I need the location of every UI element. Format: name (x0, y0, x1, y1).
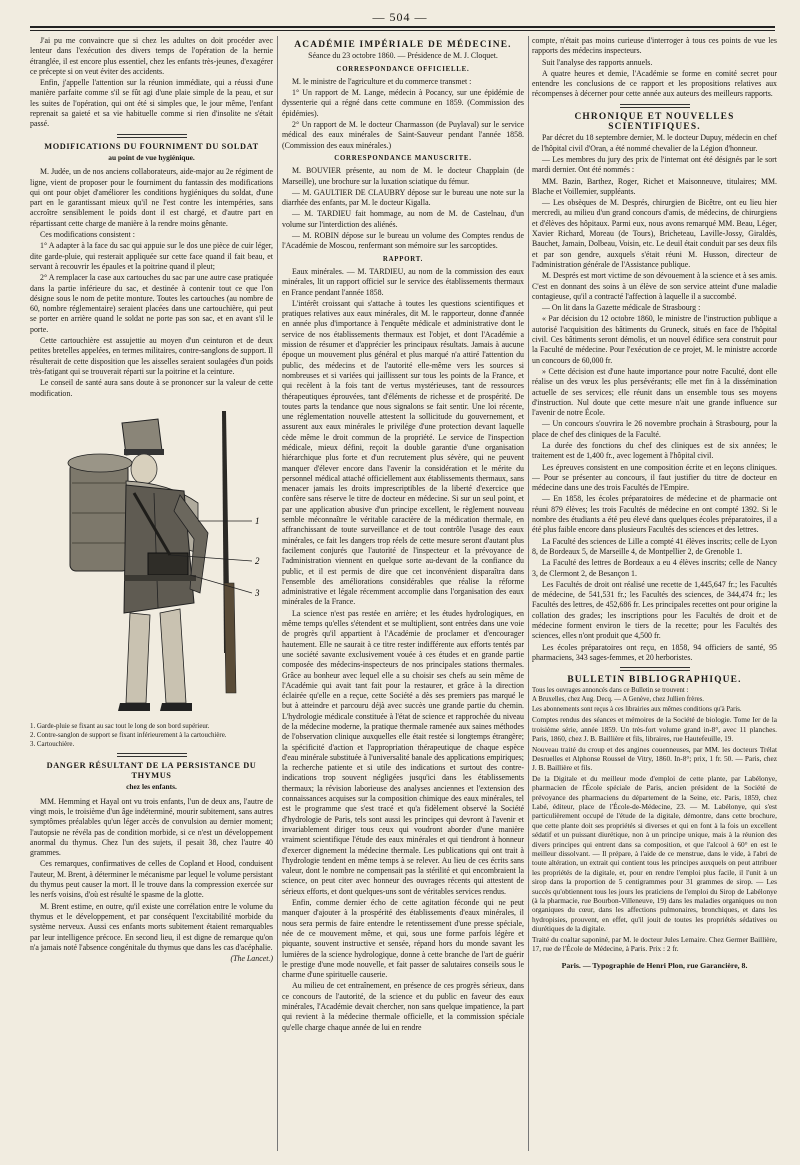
printer-footer: Paris. — Typographie de Henri Plon, rue Garancière, 8. (561, 961, 748, 971)
separator (117, 134, 187, 138)
column-middle (282, 36, 524, 1156)
paragraph: 2° Un rapport de M. le docteur Charmasson (de Puylaval) sur le service médical des eaux minérales de Saint-Sauveur pendant l'année 1858. (Commission des eaux minérales.) (282, 120, 524, 150)
biblio-intro: A Bruxelles, chez Aug. Decq. — A Genève, chez Jullien frères. (532, 696, 704, 704)
paragraph: 1° A adapter à la face du sac qui appuie sur le dos une pièce de cuir léger, dite garde-pluie, qui resterait appliquée sur cette face quand il fait beau, et servant à recouvrir les épaules et la poitrine quand il pleut; (30, 241, 273, 271)
biblio-entry: De la Digitale et du meilleur mode d'emploi de cette plante, par Labélonye, pharmacien de l'École spéciale de Paris, ancien président de la Société de prévoyance des pharmaciens du département de la Seine, etc. Paris, 1859, chez Labé, éditeur, place de l'École-de-Médecine, 23. — M. Labélonye, qui s'est particulièrement occupé de l'étude de la digitale, démontre, dans cette brochure, que cette plante doit ses propriétés si diverses et qui en font à la fois un excellent sédatif et un puissant diurétique, non à un principe unique, mais à la réunion des divers principes qui entrent dans sa composition, et que l'alcool à 60° en est le meilleur dissolvant. — Il prépare, à l'aide de ce menstrue, dans le vide, à l'abri de toute altération, un extrait qui contient tous les principes auxquels on peut attribuer les propriétés de la digitale, et, pour en rendre l'emploi plus facile, il l'unit à un sirop dans la proportion de 5 centigrammes pour 31 grammes de sirop. — Les succès qu'obtiennent tous les jours les praticiens de l'emploi du Sirop de Labélonye (à la pharmacie, rue Bourbon-Villeneuve, 19) dans les maladies organiques ou non organiques du cœur, dans les affections pulmonaires, bronchiques, et dans les hydropisies, prouvent, en effet, qu'il jouit de toutes les propriétés sédatives ou diurétiques de la digitale. (532, 773, 777, 934)
paragraph: » Cette décision est d'une haute importance pour notre Faculté, dont elle réalise un des vœux les plus persévérants; elle met fin à la dissémination actuelle de ses services; elle réunit dans un ensemble tous ses moyens d'instruction. Nul doute que cette mesure n'ait une grande influence sur l'avenir de notre École. (532, 366, 777, 418)
biblio-entry: Nouveau traité du croup et des angines couenneuses, par MM. les docteurs Trélat Desruelles et Alphonse Roussel de Vitry, 1860. In-8°; prix, 1 fr. 50. — Paris, chez J. B. Baillière et fils. (532, 744, 777, 773)
paragraph: — M. TARDIEU fait hommage, au nom de M. de Castelnau, d'un volume sur l'interdiction des aliénés. (282, 209, 524, 229)
separator (620, 104, 690, 108)
paragraph: 1° Un rapport de M. Lange, médecin à Pocancy, sur une épidémie de dyssenterie qui a régné dans cette commune en 1859. (Commission des épidémies). (282, 88, 524, 118)
soldier-engraving (30, 403, 273, 718)
section-title-chronique: CHRONIQUE ET NOUVELLES SCIENTIFIQUES. (574, 111, 735, 133)
paragraph: — Les obsèques de M. Després, chirurgien de Bicêtre, ont eu lieu hier mercredi, au milieu d'un grand concours d'amis, de médecins, de chirurgiens et d'élèves des hôpitaux. Parmi eux, nous avons remarqué MM. Beau, Léger, Xavier Richard, Moreau (de Tours), Bricheteau, Laville-Jossy, Giraldès, Bauchet, Jamain, Dolbeau, Voisin, etc. Le deuil était conduit par ses deux fils et par son gendre, auxquels s'était réuni M. Husson, directeur de l'administration générale de l'Assistance publique. (532, 198, 777, 269)
figure-label-2: 2 (255, 555, 260, 566)
column-divider (277, 36, 278, 1151)
column-divider (528, 36, 529, 1151)
paragraph: M. Després est mort victime de son dévouement à la science et à ses amis. C'est en donnant des soins à un élève de son service atteint d'une maladie contagieuse, qu'il a contracté l'affection à laquelle il a succombé. (532, 271, 777, 301)
caption-line: 2. Contre-sanglon de support se fixant inférieurement à la cartouchière. (30, 731, 227, 739)
paragraph: Cette cartouchière est assujettie au moyen d'un ceinturon et de deux petites bretelles appelées, en termes militaires, contre-sanglons de support. Il résulterait de cette disposition que les aisselles seraient soulagées d'un poids très-fatigant qui se trouverait réparti sur la poitrine et la ceinture. (30, 336, 273, 376)
paragraph: Les écoles préparatoires ont reçu, en 1858, 94 officiers de santé, 95 pharmaciens, 343 sages-femmes, et 20 herboristes. (532, 642, 777, 662)
paragraph: — En 1858, les écoles préparatoires de médecine et de pharmacie ont réuni 879 élèves; les trois Facultés de médecine en ont compté 1392. Si le nombre des étudiants a été peu élevé dans quelques écoles préparatoires, il a été plus faible encore dans plusieurs Facultés des sciences et des lettres. (532, 494, 777, 535)
biblio-intro: Tous les ouvrages annoncés dans ce Bulletin se trouvent : (532, 686, 689, 694)
label-correspondance-manuscrite: CORRESPONDANCE MANUSCRITE. (334, 154, 472, 162)
bibliography (532, 687, 777, 954)
paragraph: L'intérêt croissant qui s'attache à toutes les questions scientifiques et pratiques relatives aux eaux minérales, dit M. le rapporteur, donne d'année en année plus d'importance à l'enquête médicale et administrative dont le service de nos établissements thermaux est l'objet, et dont l'Académie a mission de résumer et d'apprécier les principaux résultats. Jamais à aucune époque un mouvement plus général et plus marqué n'a attiré l'attention du public, des médecins et de l'autorité elle-même vers les sources si nombreuses et si variées qui jaillissent sur tous les points de la France, et qui recèlent à la fois tant de vertus mystérieuses, tant de ressources thérapeutiques éprouvées, tant d'éléments de richesse et de prospérité. De toutes parts la tendance que nous signalons se fait sentir. Une loi récente, une réglementation nouvelle attestent la sollicitude du gouvernement, et assurent aux eaux minérales le privilége d'une protection devant laquelle cède même le droit commun de la propriété. Le service de l'inspection médicale, mieux défini, reçoit la double garantie d'une organisation hiérarchique plus forte et d'un recrutement plus sévère, qui ne peuvent manquer d'élever encore dans l'avenir la considération et le mérite du personnel médical attaché officiellement aux établissements thermaux, sans menacer jamais les droits imprescriptibles de la liberté d'exercice que confère sans réserve le titre de docteur en médecine. Si sur un seul point, et par une application abusive d'un principe excellent, le règlement nouveau semble méconnaître le véritable caractère de la médication thermale, en affranchissant de toute surveillance et de tout contrôle l'usage des eaux minérales, ce fait les dangers trop réels de cette mesure seront d'autant plus facilement conjurés que l'autorité de l'inspecteur et la prévoyance de l'administration viennent en quelque sorte au-devant de la confiance du public, et il est permis de dire que cet inconvénient disparaîtra dans l'ensemble des améliorations considérables que réalise la réforme administrative et légale récemment accomplie dans l'organisation des eaux minérales de la France. (282, 298, 524, 607)
separator (620, 667, 690, 671)
caption-line: 1. Garde-pluie se fixant au sac tout le long de son bord supérieur. (30, 722, 210, 730)
page-number: — 504 — (372, 10, 428, 24)
biblio-entry: Comptes rendus des séances et mémoires de la Société de biologie. Tome Ier de la troisième série, année 1859. Un très-fort volume grand in-8°, avec 11 planches. Paris, 1860, chez J. B. Baillière et fils, libraires, rue Hautefeuille, 19. (532, 715, 777, 744)
section-subtitle: au point de vue hygiénique. (108, 152, 195, 162)
label-correspondance-officielle: CORRESPONDANCE OFFICIELLE. (336, 65, 470, 73)
paragraph: MM. Hemming et Hayal ont vu trois enfants, l'un de deux ans, l'autre de vingt mois, le troisième d'un âge indéterminé, mourir subitement, sans autres symptômes préalables qu'un léger accès de convulsion au dernier moment; l'autopsie ne révéla pas de condition morbide, si ce n'est un développement anormal du thymus. Chez l'un des sujets, il pesait 38, chez l'autre 40 grammes. (30, 796, 273, 858)
figure-label-3: 3 (255, 587, 260, 598)
paragraph: Ces modifications consistent : (40, 230, 135, 240)
paragraph: 2° A remplacer la case aux cartouches du sac par une autre case pratiquée dans la partie inférieure du sac, et destinée à contenir tout ce que l'on désigne sous le nom de petite monture. Toutes les cartouches (au nombre de 60, nombre réglementaire) seraient placées dans une cartouchière, qui peut se porter en arrière quand le soldat ne porte pas son sac, et en avant s'il le porte. (30, 273, 273, 334)
section-title-bulletin: BULLETIN BIBLIOGRAPHIQUE. (567, 675, 742, 686)
paragraph: M. Brent estime, en outre, qu'il existe une corrélation entre le volume du thymus et le développement, et par conséquent l'excitabilité morbide du système nerveux. Aussi ces enfants morts subitement étaient remarquables par leur intelligence précoce. En second lieu, il est digne de remarque qu'on n'a jamais noté l'absence congénitale du thymus que dans les cas d'acéphalie. (30, 901, 273, 952)
figure-label-1: 1 (255, 515, 260, 526)
paragraph: Enfin, j'appelle l'attention sur la réunion immédiate, qui a réussi d'une manière parfaite comme s'il se fût agi d'une plaie simple de la peau, et sur les suites de l'opération, qui ont été si simples que, le jour même, l'enfant reprenait sa gaieté et sa vie habituelle comme si rien d'insolite ne s'était passé. (30, 78, 273, 129)
paragraph: Par décret du 18 septembre dernier, M. le docteur Dupuy, médecin en chef de l'hôpital civil d'Oran, a été nommé chevalier de la Légion d'honneur. (532, 133, 777, 153)
session-line: Séance du 23 octobre 1860. — Présidence de M. J. Cloquet. (308, 51, 498, 61)
separator (117, 753, 187, 757)
top-rule (30, 26, 775, 28)
paragraph: La Faculté des lettres de Bordeaux a eu 4 élèves inscrits; celle de Nancy 3, de Clermont 2, de Besançon 1. (532, 558, 777, 578)
source-citation: (The Lancet.) (230, 954, 273, 964)
label-rapport: RAPPORT. (382, 255, 424, 263)
paragraph: Les Facultés de droit ont réalisé une recette de 1,445,647 fr.; les Facultés de médecine, de 541,531 fr.; les Facultés des sciences, de 344,474 fr.; les Facultés des lettres, de 452,686 fr. Les principales recettes ont pour origine la collation des grades; les inscriptions pour les Facultés de droit et de médecine forment environ le tiers de la recette; pour les Facultés des sciences, elles n'ont produit que 4,500 fr. (532, 579, 777, 641)
paragraph: Ces remarques, confirmatives de celles de Copland et Hood, conduisent l'auteur, M. Brent, à déterminer le mécanisme par lequel le volume persistant du thymus peut causer la mort. Il le trouve dans la compression exercée sur les nerfs voisins, d'où est résulté le spasme de la glotte. (30, 859, 273, 900)
top-rule-thin (30, 30, 775, 31)
section-title-academie: ACADÉMIE IMPÉRIALE DE MÉDECINE. (294, 40, 512, 50)
biblio-entry: Traité du coaltar saponiné, par M. le docteur Jules Lemaire. Chez Germer Baillière, 17, rue de l'École de Médecine, à Paris. Prix : 2 fr. (532, 934, 777, 954)
paragraph: Enfin, comme dernier écho de cette agitation féconde qui ne peut manquer d'ajouter à la prospérité des établissements d'eaux minérales, il nous sera permis de faire entendre le retentissement d'une presse spéciale, née de ce mouvement même, et qui, sous une forme parfois légère et piquante, souvent instructive et sensée, répand hors du monde savant les lumières de la science hydrologique, donne à cette branche de l'art de guérir le prestige d'une mode nouvelle, et fait passer de salutaires conseils sous le charme d'une spirituelle causerie. (282, 898, 524, 980)
section-title-thymus: DANGER RÉSULTANT DE LA PERSISTANCE DU THYMUS (46, 760, 257, 781)
paragraph: « Par décision du 12 octobre 1860, le ministre de l'instruction publique a autorisé l'acquisition des bâtiments du Gruneck, situés en face de l'hôpital civil. Ces bâtiments seront démolis, et un nouvel édifice sera construit pour la Faculté de médecine. Pour l'exécution de ce projet, M. le ministre accorde un concours de 60,000 fr. (532, 314, 777, 365)
caption-line: 3. Cartouchière. (30, 740, 75, 748)
paragraph: — Un concours s'ouvrira le 26 novembre prochain à Strasbourg, pour la place de chef des cliniques de la Faculté. (532, 419, 777, 439)
paragraph: Le conseil de santé aura sans doute à se prononcer sur la valeur de cette modification. (30, 378, 273, 398)
soldier-illustration (30, 403, 273, 718)
paragraph: J'ai pu me convaincre que si chez les adultes on doit procéder avec lenteur dans l'exécution des divers temps de l'opération de la hernie étranglée, il est encore plus essentiel, chez les enfants très-jeunes, d'exagérer ce précepte si on veut éviter des accidents. (30, 36, 273, 76)
paragraph: Au milieu de cet entraînement, en présence de ces progrès sérieux, dans ce concours de l'autorité, de la science et du public en faveur des eaux minérales, l'Académie devait chercher, non sans quelque impatience, la part qui revient à la médecine thermale officielle, et la commission spéciale qu'elle charge chaque année de lui en rendre (282, 981, 524, 1032)
figure-caption (30, 722, 273, 749)
paragraph: — M. ROBIN dépose sur le bureau un volume des Comptes rendus de l'Académie de Moscou, renfermant son mémoire sur les sarcoptides. (282, 231, 524, 251)
paragraph: Eaux minérales. — M. TARDIEU, au nom de la commission des eaux minérales, lit un rapport officiel sur le service des établissements thermaux en France pendant l'année 1858. (282, 266, 524, 297)
paragraph: M. le ministre de l'agriculture et du commerce transmet : (292, 76, 472, 86)
paragraph: — M. GAULTIER DE CLAUBRY dépose sur le bureau une note sur la diarrhée des enfants, par M. le docteur Kigalla. (282, 187, 524, 208)
paragraph: Suit l'analyse des rapports annuels. (542, 57, 653, 67)
paragraph: La durée des fonctions du chef des cliniques est de six années; le traitement est de 1,400 fr., avec logement à l'hôpital civil. (532, 440, 777, 461)
column-right (532, 36, 777, 1156)
section-subtitle: chez les enfants. (126, 782, 177, 792)
column-left (30, 36, 273, 1156)
paragraph: — Les membres du jury des prix de l'internat ont été désignés par le sort mardi dernier. Ont été nommés : (532, 154, 777, 175)
paragraph: Les épreuves consistent en une composition écrite et en leçons cliniques. — Pour se présenter au concours, il faut justifier du titre de docteur en médecine dans une des trois Facultés de l'Empire. (532, 462, 777, 493)
paragraph: M. BOUVIER présente, au nom de M. le docteur Chapplain (de Marseille), une brochure sur la luxation sciatique du fémur. (282, 166, 524, 186)
intro-text (30, 36, 273, 130)
paragraph: La science n'est pas restée en arrière; et les études hydrologiques, en même temps qu'elles s'étendent et se multiplient, sont entrées dans une voie de progrès qu'il appartient à l'Académie de proclamer et d'encourager hautement. Elle ne saurait à ce titre rester indifférente aux efforts tentés par une société savante exclusivement vouée à ces études et en grande partie composée des médecins-inspecteurs de nos principales stations thermales. Grâce au bonheur avec lequel elle a su choisir ses chefs au sein même de l'Académie qui avait tant fait pour la restaurer, et grâce à la direction éclairée qu'elle en a reçue, cette Société a dès ses premiers pas marqué le but à atteindre et parcouru déjà avec succès une grande partie du chemin. L'hydrologie médicale constituée à l'état de science et rapprochée du niveau de la médecine moderne, la pratique thermale ramenée aux saines méthodes de l'observation clinique auxquelles elle était restée si longtemps étrangère; la spécificité d'action et l'appropriation thérapeutique de chaque espèce d'eau minérale substituée à l'universalité banale des applications empiriques; la recherche patiente et si utile des indications et surtout des contre-indications trop souvent négligées jusqu'ici dans les établissements thermaux; la révision laborieuse des analyses anciennes et l'extension des connaissances acquises sur la composition chimique des eaux minérales, tel est le programme que s'est tracé et qu'a fidèlement observé la Société d'hydrologie de Paris, tels sont aussi les principes qui devront à l'avenir et invariablement diriger tous ceux qui voudront aborder d'une manière vraiment scientifique l'étude des eaux minérales et qui tiendront à honneur d'exercer dignement la médecine thermale. Les publications qui ont trait à l'hydrologie tendent en même temps à se relever. Au lieu de ces écrits sans valeur, dont le nombre ne compensait pas la stérilité et qui encombraient la science, on peut citer avec honneur des ouvrages récents qui attestent de sérieux efforts, et dont quelques-uns sont de véritables services rendus. (282, 608, 524, 896)
biblio-intro: Les abonnements sont reçus à ces librairies aux mêmes conditions qu'à Paris. (532, 705, 742, 713)
paragraph: compte, n'était pas moins curieuse d'interroger à tous ces points de vue les rapports des médecins inspecteurs. (532, 36, 777, 56)
paragraph: MM. Bazin, Barthez, Roger, Richet et Maisonneuve, titulaires; MM. Blache et Voillemier, suppléants. (532, 176, 777, 196)
paragraph: La Faculté des sciences de Lille a compté 41 élèves inscrits; celle de Lyon 8, de Bordeaux 5, de Marseille 4, de Montpellier 2, de Grenoble 1. (532, 536, 777, 556)
paragraph: A quatre heures et demie, l'Académie se forme en comité secret pour entendre les conclusions de ce rapport et les propositions relatives aux récompenses à décerner pour cette année aux auteurs des meilleurs rapports. (532, 68, 777, 99)
paragraph: — On lit dans la Gazette médicale de Strasbourg : (542, 303, 701, 313)
section-title-fourniment: MODIFICATIONS DU FOURNIMENT DU SOLDAT (44, 141, 259, 151)
paragraph: M. Judée, un de nos anciens collaborateurs, aide-major au 2e régiment de ligne, vient de proposer pour le fourniment du fantassin des modifications qui ont pour objet d'améliorer les conditions hygiéniques du soldat, d'une part en le garantissant mieux qu'il ne l'est contre les intempéries, sans accroître sensiblement le poids dont il est chargé, et d'autre part en répartissant cette charge de manière à la rendre moins gênante. (30, 167, 273, 228)
